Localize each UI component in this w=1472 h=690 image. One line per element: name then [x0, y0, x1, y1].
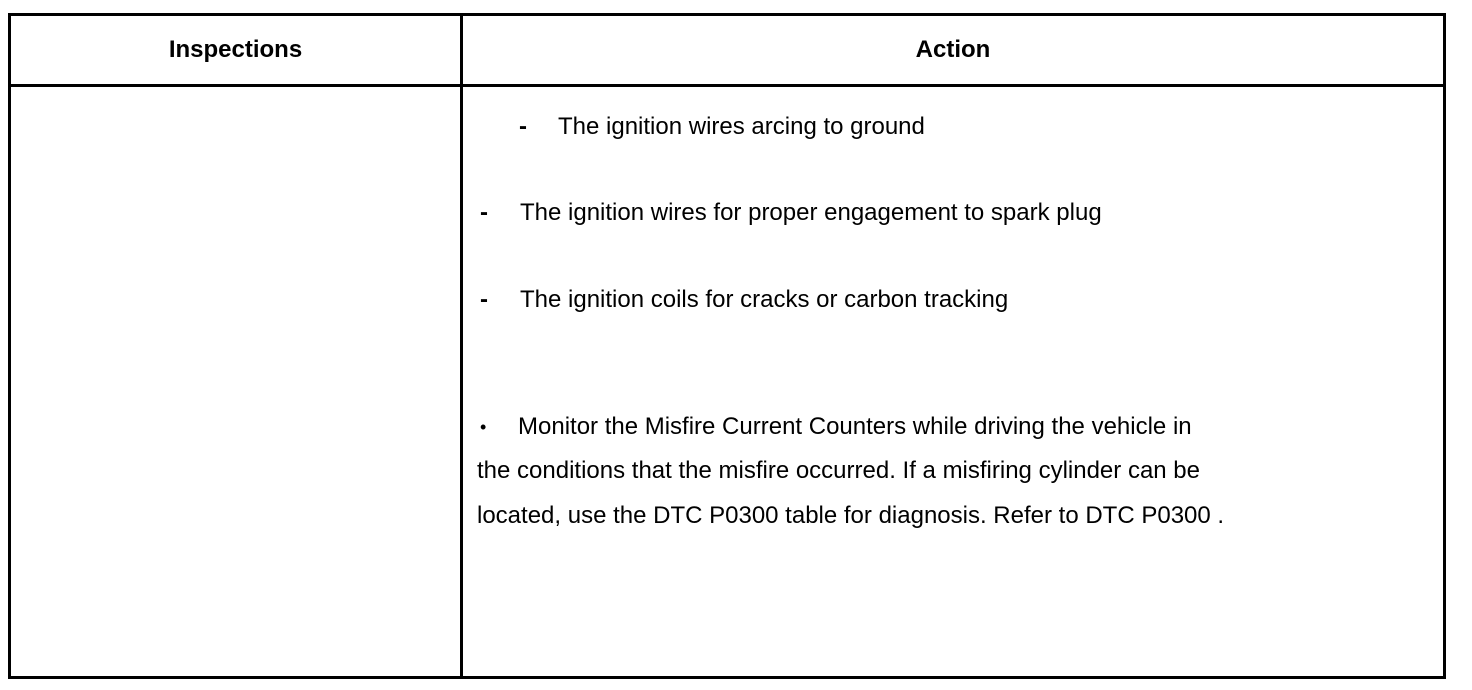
action-item-3: The ignition coils for cracks or carbon tracking: [520, 286, 1009, 313]
header-divider: [11, 84, 1443, 87]
bullet-marker: •: [480, 417, 487, 437]
header-inspections: Inspections: [168, 36, 303, 63]
dash-marker: -: [480, 286, 488, 313]
inspection-table: [8, 13, 1446, 679]
header-action: Action: [915, 36, 991, 63]
action-item-2: The ignition wires for proper engagement to spark plug: [520, 199, 1102, 226]
monitor-line-2: the conditions that the misfire occurred. If a misfiring cylinder can be: [477, 457, 1200, 484]
monitor-line-3: located, use the DTC P0300 table for diagnosis. Refer to DTC P0300 .: [477, 502, 1225, 529]
action-item-1: The ignition wires arcing to ground: [558, 113, 925, 140]
dash-marker: -: [519, 113, 527, 140]
column-divider: [460, 16, 463, 676]
dash-marker: -: [480, 199, 488, 226]
monitor-line-1: Monitor the Misfire Current Counters while driving the vehicle in: [518, 413, 1192, 440]
